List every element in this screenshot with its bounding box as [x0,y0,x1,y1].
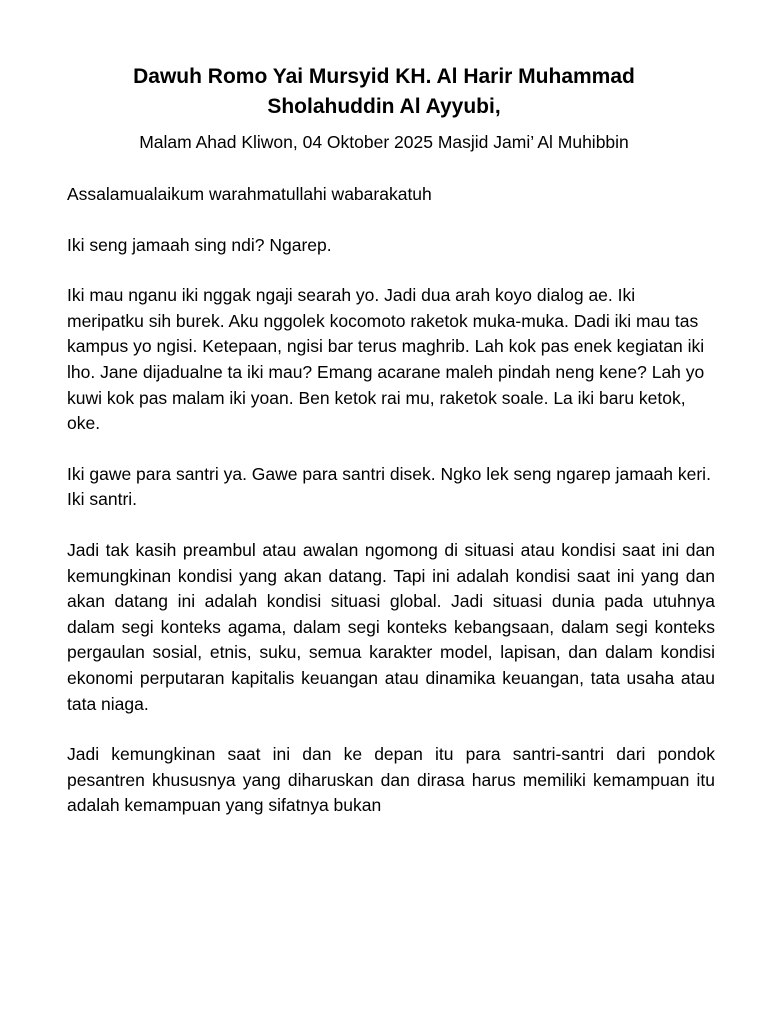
paragraph-4: Iki gawe para santri ya. Gawe para santri disek. Ngko lek seng ngarep jamaah keri. Iki santri. [67,463,711,510]
title-line-1: Dawuh Romo Yai Mursyid KH. Al Harir Muhammad [133,65,635,88]
title-line-2: Sholahuddin Al Ayyubi, [267,95,501,118]
paragraph-6: Jadi kemungkinan saat ini dan ke depan itu para santri-santri dari pondok pesantren khususnya yang diharuskan dan dirasa harus memiliki kemampuan itu adalah kemampuan yang sifatnya bukan [67,744,715,816]
paragraph-5: Jadi tak kasih preambul atau awalan ngomong di situasi atau kondisi saat ini dan kemungkinan kondisi yang akan datang. Tapi ini adalah kondisi saat ini yang dan akan datang ini adalah kondisi situasi global. Jadi situasi dunia pada utuhnya dalam segi konteks agama, dalam segi konteks kebangsaan, dalam segi konteks pergaulan sosial, etnis, suku, semua karakter model, lapisan, dan dalam kondisi ekonomi perputaran kapitalis keuangan atau dinamika keuangan, tata usaha atau tata niaga. [67,539,715,714]
paragraph-3: Iki mau nganu iki nggak ngaji searah yo. Jadi dua arah koyo dialog ae. Iki meripatku sih burek. Aku nggolek kocomoto raketok muka-muka. Dadi iki mau tas kampus yo ngisi. Ketepaan, ngisi bar terus maghrib. Lah kok pas enek kegiatan iki lho. Jane dijadualne ta iki mau? Emang acarane maleh pindah neng kene? Lah yo kuwi kok pas malam iki yoan. Ben ketok rai mu, raketok soale. La iki baru ketok, oke. [67,285,705,434]
document-title [60,62,708,122]
document-body [67,182,715,844]
paragraph-2: Iki seng jamaah sing ndi? Ngarep. [67,234,332,255]
document-subtitle: Malam Ahad Kliwon, 04 Oktober 2025 Masjid Jami’ Al Muhibbin [139,132,629,152]
paragraph-greeting: Assalamualaikum warahmatullahi wabarakatuh [67,184,432,204]
